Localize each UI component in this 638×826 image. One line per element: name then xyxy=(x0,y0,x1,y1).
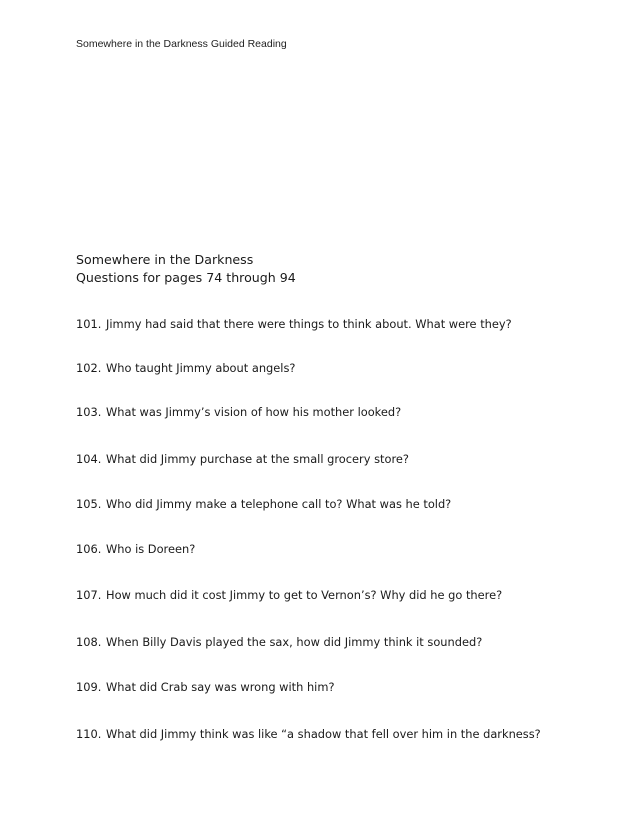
question-item xyxy=(76,496,556,513)
question-item xyxy=(76,360,556,377)
question-item xyxy=(76,316,556,333)
question-number: 107. xyxy=(76,588,102,602)
question-number: 102. xyxy=(76,361,102,375)
question-number: 110. xyxy=(76,727,102,741)
question-number: 101. xyxy=(76,317,102,331)
question-item xyxy=(76,634,556,651)
question-number: 105. xyxy=(76,497,102,511)
question-item xyxy=(76,451,556,468)
question-number: 106. xyxy=(76,542,102,556)
question-number: 109. xyxy=(76,680,102,694)
question-text: Who did Jimmy make a telephone call to? What was he told? xyxy=(106,497,452,511)
question-number: 103. xyxy=(76,405,102,419)
question-text: Who is Doreen? xyxy=(106,542,196,556)
book-title: Somewhere in the Darkness xyxy=(76,252,254,267)
running-header: Somewhere in the Darkness Guided Reading xyxy=(76,38,287,50)
question-text: What did Jimmy purchase at the small grocery store? xyxy=(106,452,409,466)
question-text: Who taught Jimmy about angels? xyxy=(106,361,296,375)
question-text: What did Jimmy think was like “a shadow that fell over him in the darkness? xyxy=(106,727,541,741)
question-item xyxy=(76,404,556,421)
title-block xyxy=(76,251,296,287)
question-number: 108. xyxy=(76,635,102,649)
question-text: What did Crab say was wrong with him? xyxy=(106,680,335,694)
question-text: How much did it cost Jimmy to get to Vernon’s? Why did he go there? xyxy=(106,588,503,602)
question-number: 104. xyxy=(76,452,102,466)
question-item xyxy=(76,587,556,604)
question-item xyxy=(76,541,556,558)
questions-subtitle: Questions for pages 74 through 94 xyxy=(76,270,296,285)
question-text: What was Jimmy’s vision of how his mother looked? xyxy=(106,405,402,419)
question-item xyxy=(76,726,556,743)
question-text: When Billy Davis played the sax, how did Jimmy think it sounded? xyxy=(106,635,483,649)
question-item xyxy=(76,679,556,696)
question-text: Jimmy had said that there were things to think about. What were they? xyxy=(106,317,512,331)
